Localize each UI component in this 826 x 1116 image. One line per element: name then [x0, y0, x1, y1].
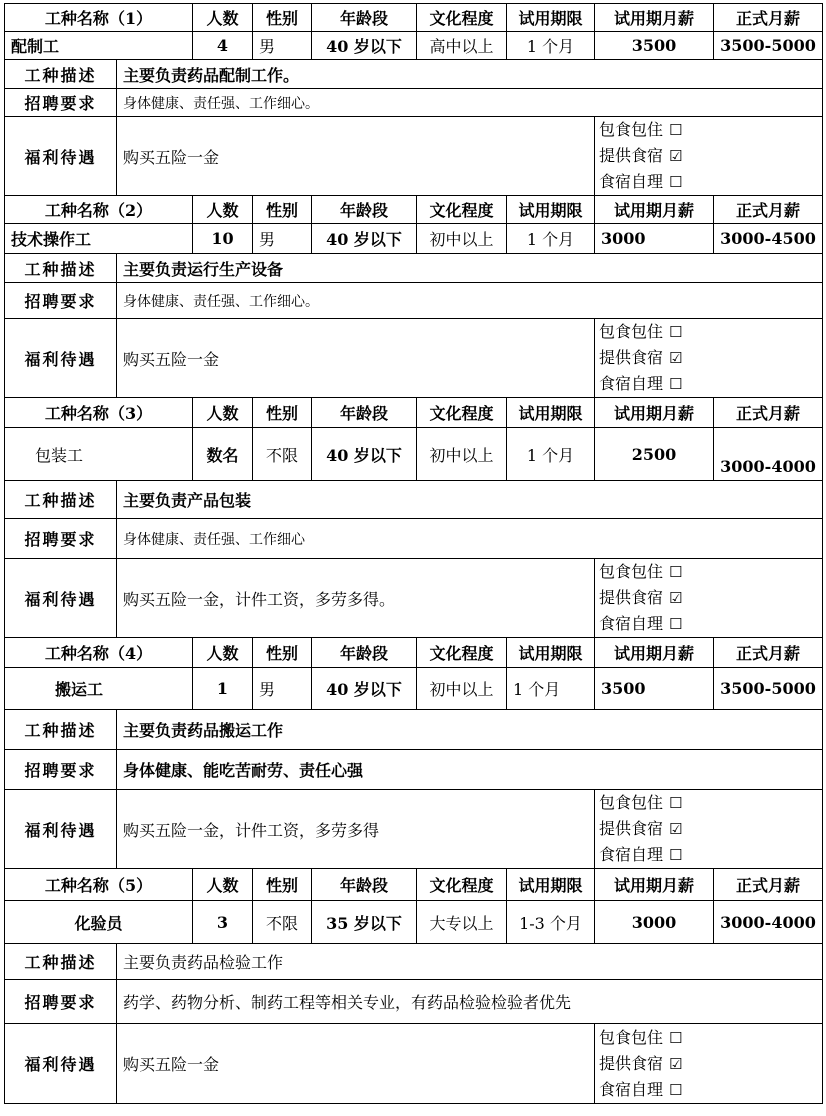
job-count: 1	[193, 668, 253, 710]
welfare-option-label: 食宿自理	[599, 614, 664, 633]
count-header: 人数	[193, 196, 253, 224]
checked-box-icon: ☑	[669, 349, 683, 367]
job-trial-period: 1 个月	[507, 32, 595, 60]
job-header-row	[5, 638, 823, 668]
welfare-option	[599, 611, 818, 637]
count-header: 人数	[193, 869, 253, 901]
job-description: 主要负责药品搬运工作	[117, 710, 823, 750]
welfare-label: 福利待遇	[5, 790, 117, 869]
description-label: 工种描述	[5, 944, 117, 980]
pay-header: 正式月薪	[714, 638, 823, 668]
welfare-option	[599, 1025, 818, 1051]
welfare-option	[599, 559, 818, 585]
checkbox-icon: ☐	[669, 563, 683, 581]
trial-period-header: 试用期限	[507, 196, 595, 224]
welfare-option-label: 包食包住	[599, 1027, 664, 1047]
recruitment-document	[4, 3, 823, 1104]
job-requirement: 身体健康、责任强、工作细心。	[117, 283, 823, 319]
job-description: 主要负责药品配制工作。	[117, 60, 823, 89]
job-description-row	[5, 481, 823, 519]
checkbox-icon: ☐	[669, 173, 683, 191]
welfare-option	[599, 143, 818, 169]
job-requirement-row	[5, 89, 823, 117]
job-trial-pay: 3000	[595, 224, 714, 254]
job-title-label: 工种名称	[44, 644, 109, 663]
welfare-label: 福利待遇	[5, 1024, 117, 1104]
welfare-option	[599, 1077, 818, 1103]
job-requirement-row	[5, 980, 823, 1024]
job-trial-period: 1 个月	[507, 668, 595, 710]
job-welfare-row	[5, 559, 823, 638]
job-data-row	[5, 32, 823, 60]
job-data-row	[5, 428, 823, 481]
welfare-option-label: 食宿自理	[599, 845, 664, 864]
requirement-label: 招聘要求	[5, 519, 117, 559]
job-title-label: 工种名称	[44, 9, 109, 28]
job-gender: 男	[253, 668, 312, 710]
age-header: 年龄段	[312, 638, 417, 668]
requirement-label: 招聘要求	[5, 89, 117, 117]
job-requirement-row	[5, 750, 823, 790]
job-gender: 男	[253, 224, 312, 254]
description-label: 工种描述	[5, 60, 117, 89]
welfare-option-label: 包食包住	[599, 793, 664, 812]
education-header: 文化程度	[417, 398, 507, 428]
job-header-row	[5, 4, 823, 32]
job-pay: 3000-4000	[714, 901, 823, 944]
gender-header: 性别	[253, 638, 312, 668]
job-trial-period: 1 个月	[507, 428, 595, 481]
welfare-option	[599, 842, 818, 868]
welfare-option-label: 提供食宿	[599, 819, 664, 838]
checked-box-icon: ☑	[669, 147, 683, 165]
welfare-option	[599, 319, 818, 345]
job-data-row	[5, 901, 823, 944]
education-header: 文化程度	[417, 4, 507, 32]
job-header-row	[5, 196, 823, 224]
welfare-option-label: 提供食宿	[599, 348, 664, 367]
job-number: （2）	[108, 201, 153, 220]
recruitment-table	[4, 3, 823, 1104]
job-title-header	[5, 196, 193, 224]
age-header: 年龄段	[312, 4, 417, 32]
job-description-row	[5, 60, 823, 89]
welfare-options	[595, 117, 823, 196]
checked-box-icon: ☑	[669, 1054, 683, 1073]
job-age: 40 岁以下	[312, 32, 417, 60]
job-name: 配制工	[5, 32, 193, 60]
job-requirement-row	[5, 519, 823, 559]
job-requirement: 身体健康、能吃苦耐劳、责任心强	[117, 750, 823, 790]
job-welfare-row	[5, 790, 823, 869]
job-number: （4）	[108, 644, 153, 663]
job-description-row	[5, 944, 823, 980]
welfare-option	[599, 790, 818, 816]
job-data-row	[5, 224, 823, 254]
education-header: 文化程度	[417, 869, 507, 901]
welfare-option	[599, 371, 818, 397]
checkbox-icon: ☐	[669, 1080, 683, 1099]
count-header: 人数	[193, 4, 253, 32]
job-education: 大专以上	[417, 901, 507, 944]
trial-pay-header: 试用期月薪	[595, 638, 714, 668]
welfare-options	[595, 319, 823, 398]
gender-header: 性别	[253, 4, 312, 32]
job-welfare: 购买五险一金	[117, 1024, 595, 1104]
job-name: 搬运工	[5, 668, 193, 710]
requirement-label: 招聘要求	[5, 980, 117, 1024]
education-header: 文化程度	[417, 638, 507, 668]
job-trial-pay: 2500	[595, 428, 714, 481]
job-gender: 男	[253, 32, 312, 60]
job-trial-period: 1 个月	[507, 224, 595, 254]
requirement-label: 招聘要求	[5, 750, 117, 790]
welfare-option-label: 提供食宿	[599, 1053, 664, 1073]
welfare-option-label: 包食包住	[599, 120, 664, 139]
job-data-row	[5, 668, 823, 710]
pay-header: 正式月薪	[714, 869, 823, 901]
welfare-options	[595, 1024, 823, 1104]
job-title-label: 工种名称	[44, 404, 109, 423]
welfare-option	[599, 345, 818, 371]
pay-header: 正式月薪	[714, 398, 823, 428]
checkbox-icon: ☐	[669, 121, 683, 139]
job-pay: 3500-5000	[714, 668, 823, 710]
job-count: 4	[193, 32, 253, 60]
job-age: 40 岁以下	[312, 668, 417, 710]
job-title-label: 工种名称	[44, 876, 109, 895]
welfare-option	[599, 1051, 818, 1077]
job-title-header	[5, 398, 193, 428]
job-welfare: 购买五险一金，计件工资，多劳多得。	[117, 559, 595, 638]
job-name: 化验员	[5, 901, 193, 944]
welfare-option	[599, 117, 818, 143]
welfare-option-label: 食宿自理	[599, 1079, 664, 1099]
job-requirement-row	[5, 283, 823, 319]
description-label: 工种描述	[5, 481, 117, 519]
pay-header: 正式月薪	[714, 196, 823, 224]
checkbox-icon: ☐	[669, 323, 683, 341]
job-requirement: 身体健康、责任强、工作细心。	[117, 89, 823, 117]
requirement-label: 招聘要求	[5, 283, 117, 319]
job-age: 40 岁以下	[312, 224, 417, 254]
count-header: 人数	[193, 398, 253, 428]
job-pay: 3000-4000	[714, 428, 823, 481]
job-description: 主要负责产品包装	[117, 481, 823, 519]
job-description: 主要负责运行生产设备	[117, 254, 823, 283]
checkbox-icon: ☐	[669, 1028, 683, 1047]
job-welfare-row	[5, 1024, 823, 1104]
job-welfare-row	[5, 117, 823, 196]
trial-pay-header: 试用期月薪	[595, 4, 714, 32]
welfare-option-label: 食宿自理	[599, 172, 664, 191]
job-count: 3	[193, 901, 253, 944]
welfare-option-label: 包食包住	[599, 322, 664, 341]
job-description-row	[5, 254, 823, 283]
job-number: （1）	[108, 9, 153, 28]
job-requirement: 药学、药物分析、制药工程等相关专业，有药品检验检验者优先	[117, 980, 823, 1024]
job-education: 初中以上	[417, 224, 507, 254]
welfare-options	[595, 790, 823, 869]
job-trial-pay: 3000	[595, 901, 714, 944]
gender-header: 性别	[253, 196, 312, 224]
job-pay: 3500-5000	[714, 32, 823, 60]
age-header: 年龄段	[312, 196, 417, 224]
job-welfare: 购买五险一金，计件工资，多劳多得	[117, 790, 595, 869]
trial-pay-header: 试用期月薪	[595, 869, 714, 901]
description-label: 工种描述	[5, 254, 117, 283]
job-requirement: 身体健康、责任强、工作细心	[117, 519, 823, 559]
job-name: 包装工	[5, 428, 193, 481]
trial-period-header: 试用期限	[507, 869, 595, 901]
welfare-option-label: 包食包住	[599, 562, 664, 581]
trial-period-header: 试用期限	[507, 638, 595, 668]
job-number: （5）	[108, 876, 153, 895]
job-trial-period: 1-3 个月	[507, 901, 595, 944]
checked-box-icon: ☑	[669, 820, 683, 838]
checkbox-icon: ☐	[669, 794, 683, 812]
job-education: 高中以上	[417, 32, 507, 60]
education-header: 文化程度	[417, 196, 507, 224]
job-count: 数名	[193, 428, 253, 481]
trial-period-header: 试用期限	[507, 398, 595, 428]
description-label: 工种描述	[5, 710, 117, 750]
job-gender: 不限	[253, 428, 312, 481]
count-header: 人数	[193, 638, 253, 668]
welfare-label: 福利待遇	[5, 559, 117, 638]
job-gender: 不限	[253, 901, 312, 944]
welfare-option-label: 食宿自理	[599, 374, 664, 393]
job-description-row	[5, 710, 823, 750]
job-welfare: 购买五险一金	[117, 117, 595, 196]
checked-box-icon: ☑	[669, 589, 683, 607]
age-header: 年龄段	[312, 398, 417, 428]
welfare-option	[599, 585, 818, 611]
trial-pay-header: 试用期月薪	[595, 196, 714, 224]
pay-header: 正式月薪	[714, 4, 823, 32]
job-header-row	[5, 869, 823, 901]
welfare-option	[599, 169, 818, 195]
job-education: 初中以上	[417, 428, 507, 481]
welfare-option-label: 提供食宿	[599, 146, 664, 165]
trial-period-header: 试用期限	[507, 4, 595, 32]
job-trial-pay: 3500	[595, 32, 714, 60]
trial-pay-header: 试用期月薪	[595, 398, 714, 428]
job-education: 初中以上	[417, 668, 507, 710]
job-age: 40 岁以下	[312, 428, 417, 481]
gender-header: 性别	[253, 398, 312, 428]
job-age: 35 岁以下	[312, 901, 417, 944]
job-header-row	[5, 398, 823, 428]
job-description: 主要负责药品检验工作	[117, 944, 823, 980]
checkbox-icon: ☐	[669, 375, 683, 393]
gender-header: 性别	[253, 869, 312, 901]
job-name: 技术操作工	[5, 224, 193, 254]
welfare-option-label: 提供食宿	[599, 588, 664, 607]
welfare-label: 福利待遇	[5, 319, 117, 398]
job-trial-pay: 3500	[595, 668, 714, 710]
job-number: （3）	[108, 404, 153, 423]
job-title-label: 工种名称	[44, 201, 109, 220]
job-title-header	[5, 869, 193, 901]
job-pay: 3000-4500	[714, 224, 823, 254]
job-count: 10	[193, 224, 253, 254]
job-welfare-row	[5, 319, 823, 398]
age-header: 年龄段	[312, 869, 417, 901]
checkbox-icon: ☐	[669, 846, 683, 864]
welfare-option	[599, 816, 818, 842]
job-title-header	[5, 638, 193, 668]
checkbox-icon: ☐	[669, 615, 683, 633]
job-title-header	[5, 4, 193, 32]
welfare-options	[595, 559, 823, 638]
welfare-label: 福利待遇	[5, 117, 117, 196]
job-welfare: 购买五险一金	[117, 319, 595, 398]
